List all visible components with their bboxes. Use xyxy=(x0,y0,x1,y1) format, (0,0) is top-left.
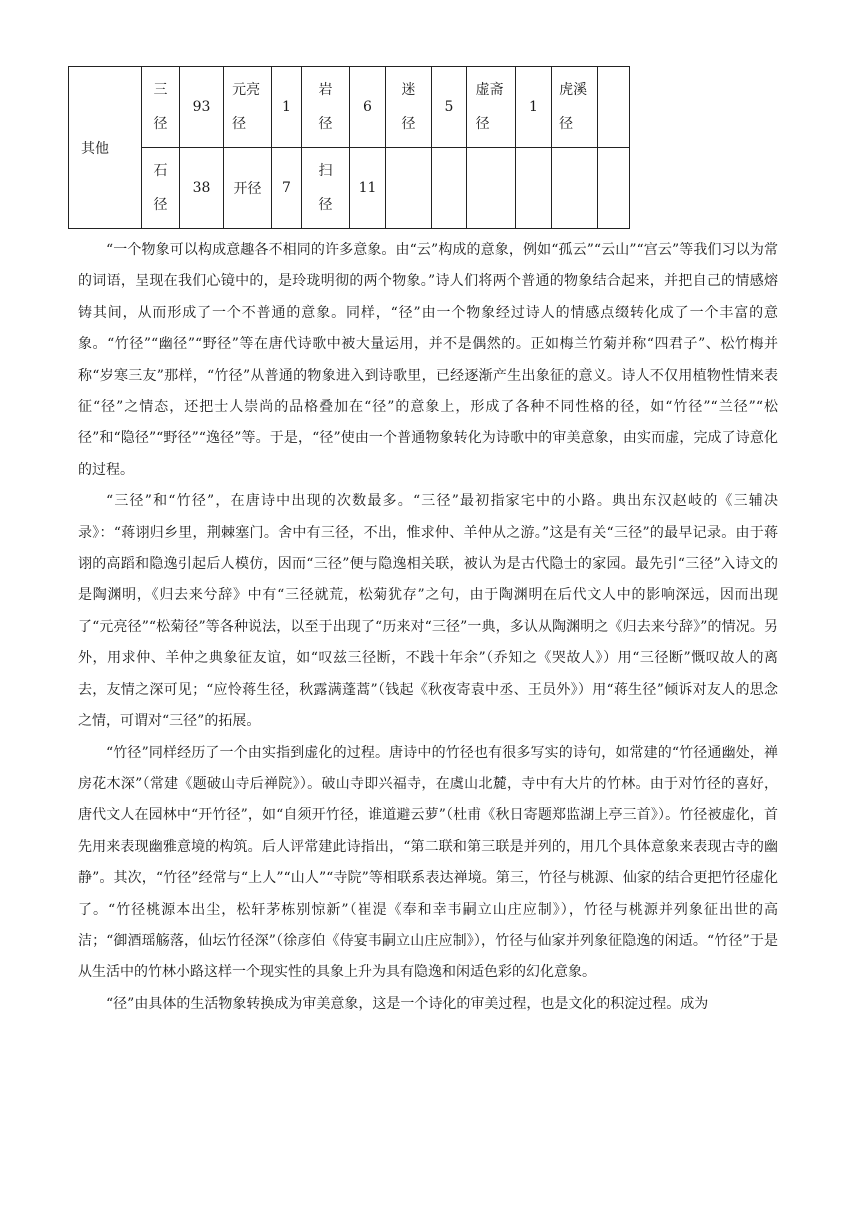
count-cell xyxy=(516,148,552,229)
count-cell: 6 xyxy=(350,67,386,148)
count-cell: 38 xyxy=(180,148,224,229)
paragraph: “三径”和“竹径”，在唐诗中出现的次数最多。“三径”最初指家宅中的小路。典出东汉赵岐的《三辅决录》：“蒋诩归乡里，荆棘塞门。舍中有三径，不出，惟求仲、羊仲从之游。”这是有关“三径”的最早记录。由于蒋诩的高蹈和隐逸引起后人模仿，因而“三径”便与隐逸相关联，被认为是古代隐士的家园。最先引“三径”入诗文的是陶渊明，《归去来兮辞》中有“三径就荒，松菊犹存”之句，由于陶渊明在后代文人中的影响深远，因而出现了“元亮径”“松菊径”等各种说法，以至于出现了“历来对“三径”一典，多认从陶渊明之《归去来兮辞》”的情况。另外，用求仲、羊仲之典象征友谊，如“叹兹三径断，不践十年余”（乔知之《哭故人》）用“三径断”慨叹故人的离去，友情之深可见；“应怜蒋生径，秋露满蓬蒿”（钱起《秋夜寄袁中丞、王员外》）用“蒋生径”倾诉对友人的思念之情，可谓对“三径”的拓展。 xyxy=(78,493,778,730)
word-cell: 扫径 xyxy=(302,148,350,229)
count-cell: 1 xyxy=(516,67,552,148)
count-cell: 5 xyxy=(432,67,467,148)
paragraph: “一个物象可以构成意趣各不相同的许多意象。由“云”构成的意象，例如“孤云”“云山”“宫云”等我们习以为常的词语，呈现在我们心镜中的，是玲珑明彻的两个物象。”诗人们将两个普通的物象结合起来，并把自己的情感熔铸其间，从而形成了一个不普通的意象。同样，“径”由一个物象经过诗人的情感点缀转化成了一个丰富的意象。“竹径”“幽径”“野径”等在唐代诗歌中被大量运用，并不是偶然的。正如梅兰竹菊并称“四君子”、松竹梅并称“岁寒三友”那样，“竹径”从普通的物象进入到诗歌里，已经逐渐产生出象征的意义。诗人不仅用植物性情来表征“径”之情态，还把士人崇尚的品格叠加在“径”的意象上，形成了各种不同性格的径，如“竹径”“兰径”“松径”和“隐径”“野径”“逸径”等。于是，“径”使由一个普通物象转化为诗歌中的审美意象，由实而虚，完成了诗意化的过程。 xyxy=(78,242,778,478)
count-cell: 11 xyxy=(350,148,386,229)
word-cell: 迷径 xyxy=(386,67,432,148)
article-body xyxy=(78,235,778,1020)
word-cell xyxy=(552,148,598,229)
category-cell: 其他 xyxy=(69,67,142,229)
word-cell: 开径 xyxy=(224,148,272,229)
count-cell xyxy=(598,148,630,229)
word-cell: 虚斋径 xyxy=(467,67,516,148)
paragraph: “竹径”同样经历了一个由实指到虚化的过程。唐诗中的竹径也有很多写实的诗句，如常建的“竹径通幽处，禅房花木深”（常建《题破山寺后禅院》）。破山寺即兴福寺，在虞山北麓，寺中有大片的竹林。由于对竹径的喜好，唐代文人在园林中“开竹径”，如“自须开竹径，谁道避云萝”（杜甫《秋日寄题郑监湖上亭三首》）。竹径被虚化，首先用来表现幽雅意境的构筑。后人评常建此诗指出，“第二联和第三联是并列的，用几个具体意象来表现古寺的幽静”。其次，“竹径”经常与“上人”“山人”“寺院”等相联系表达禅境。第三，竹径与桃源、仙家的结合更把竹径虚化了。“竹径桃源本出尘，松轩茅栋别惊新”（崔湜《奉和幸韦嗣立山庄应制》），竹径与桃源并列象征出世的高洁；“御酒瑶觞落，仙坛竹径深”（徐彦伯《侍宴韦嗣立山庄应制》），竹径与仙家并列象征隐逸的闲适。“竹径”于是从生活中的竹林小路这样一个现实性的具象上升为具有隐逸和闲适色彩的幻化意象。 xyxy=(78,744,778,981)
table-row xyxy=(69,148,630,229)
word-cell xyxy=(467,148,516,229)
count-cell xyxy=(432,148,467,229)
paragraph: “径”由具体的生活物象转换成为审美意象，这是一个诗化的审美过程，也是文化的积淀过程。成为 xyxy=(106,995,709,1012)
word-cell: 虎溪径 xyxy=(552,67,598,148)
word-cell: 元亮径 xyxy=(224,67,272,148)
table-row xyxy=(69,67,630,148)
word-cell: 岩径 xyxy=(302,67,350,148)
word-cell xyxy=(386,148,432,229)
count-cell: 1 xyxy=(272,67,302,148)
count-cell: 7 xyxy=(272,148,302,229)
count-cell: 93 xyxy=(180,67,224,148)
word-cell: 石径 xyxy=(142,148,180,229)
word-cell: 三径 xyxy=(142,67,180,148)
count-cell xyxy=(598,67,630,148)
word-frequency-table xyxy=(68,66,630,229)
